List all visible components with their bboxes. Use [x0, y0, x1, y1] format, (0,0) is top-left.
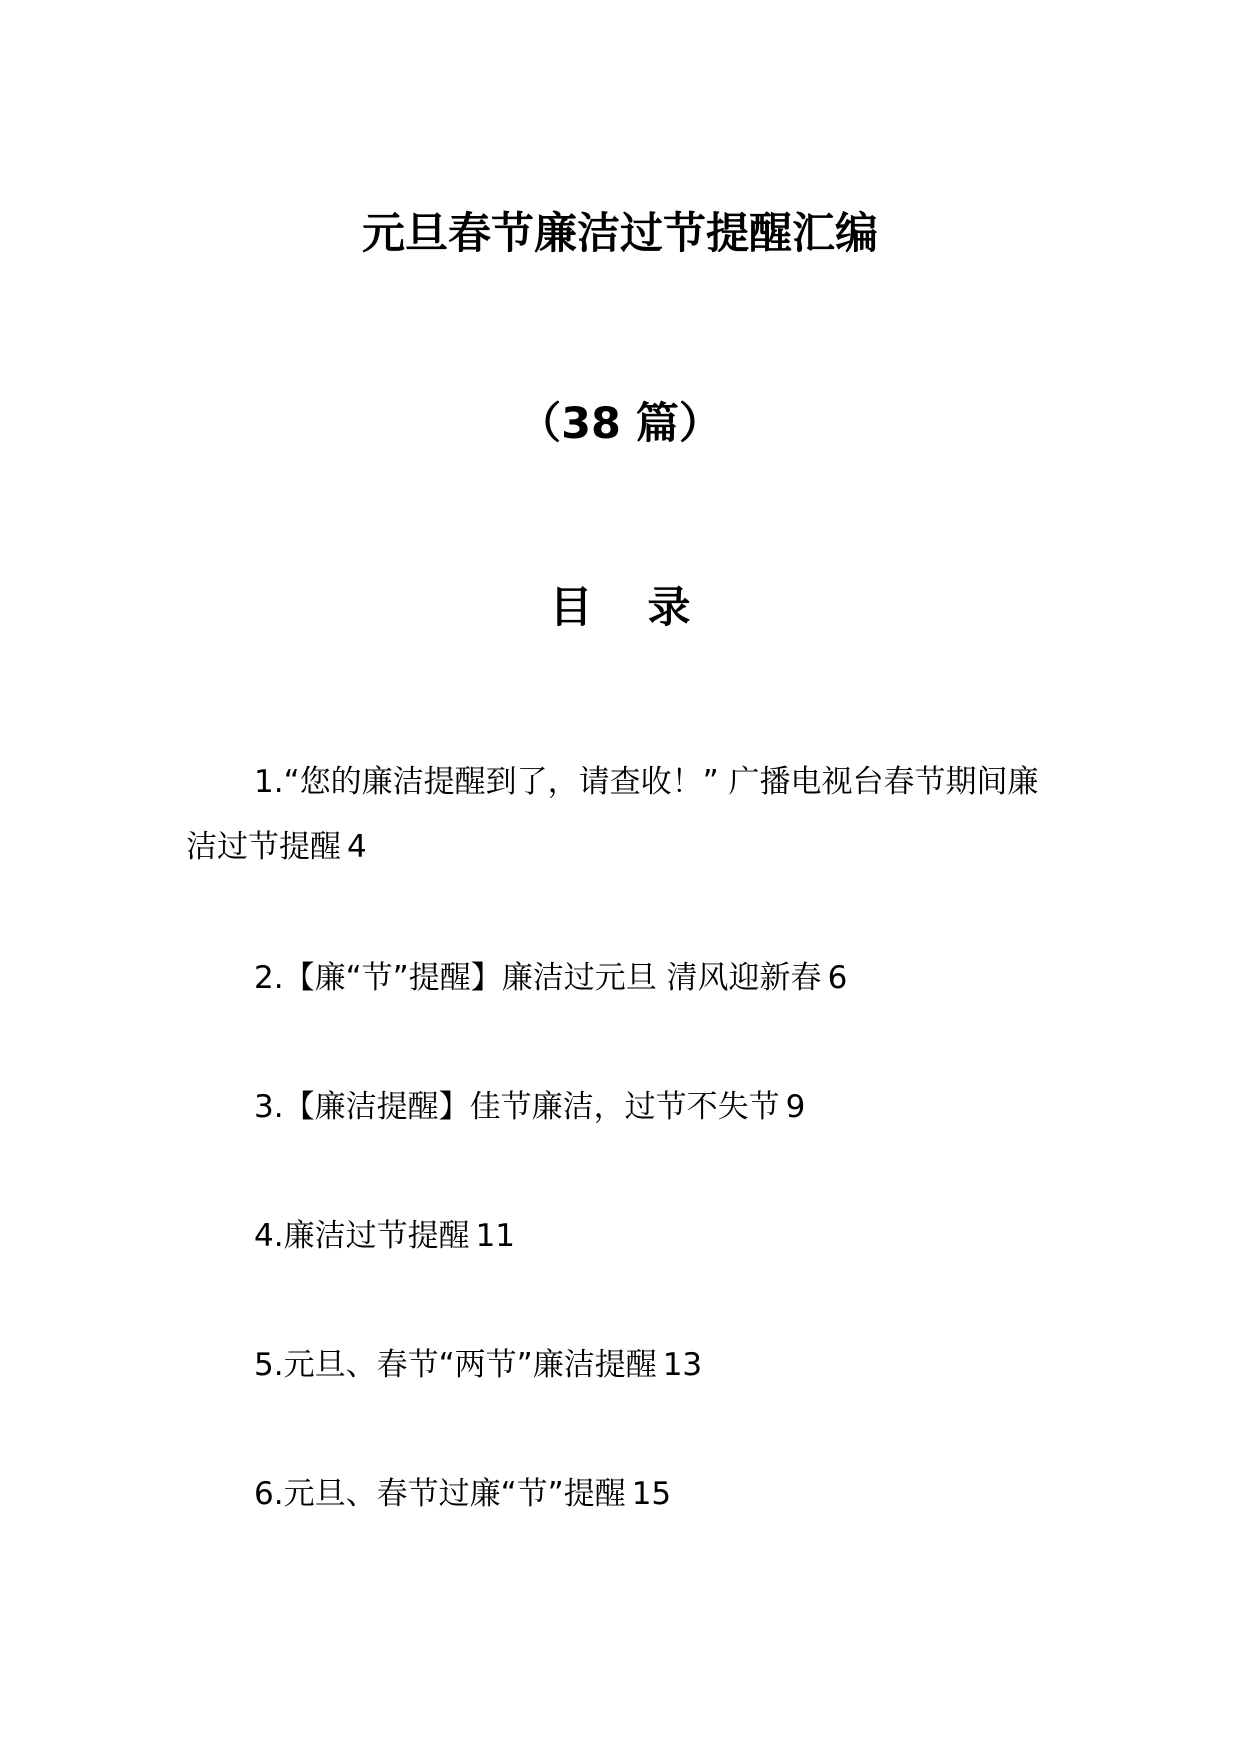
- toc-entry-page: 15: [631, 1476, 672, 1512]
- toc-entry-page: 6: [827, 960, 848, 996]
- toc-heading: 目 录: [549, 583, 711, 633]
- toc-entry-text: 5.元旦、春节“两节”廉洁提醒: [254, 1347, 657, 1383]
- toc-entry-text: 4.廉洁过节提醒: [254, 1218, 470, 1254]
- toc-entry-page: 9: [785, 1089, 806, 1125]
- document-subtitle: （38 篇）: [518, 399, 722, 449]
- toc-entry: [186, 1204, 1056, 1269]
- toc-entry: [186, 1333, 1056, 1398]
- toc-entry: [186, 750, 1056, 880]
- toc-entry-page: 4: [347, 829, 367, 865]
- toc-entry-text: 6.元旦、春节过廉“节”提醒: [254, 1476, 626, 1512]
- toc-entry-text: 1.“您的廉洁提醒到了，请查收！” 广播电视台春节期间廉洁过节提醒: [186, 764, 1039, 865]
- toc-entry: [186, 946, 1056, 1011]
- toc-entry-page: 13: [662, 1347, 703, 1383]
- toc-entry: [186, 1462, 1056, 1527]
- toc-entry-page: 11: [475, 1218, 516, 1254]
- toc-entry-text: 3.【廉洁提醒】佳节廉洁，过节不失节: [254, 1089, 780, 1125]
- toc-entry: [186, 1075, 1056, 1140]
- document-title: 元旦春节廉洁过节提醒汇编: [362, 209, 878, 259]
- toc-entry-text: 2.【廉“节”提醒】廉洁过元旦 清风迎新春: [254, 960, 822, 996]
